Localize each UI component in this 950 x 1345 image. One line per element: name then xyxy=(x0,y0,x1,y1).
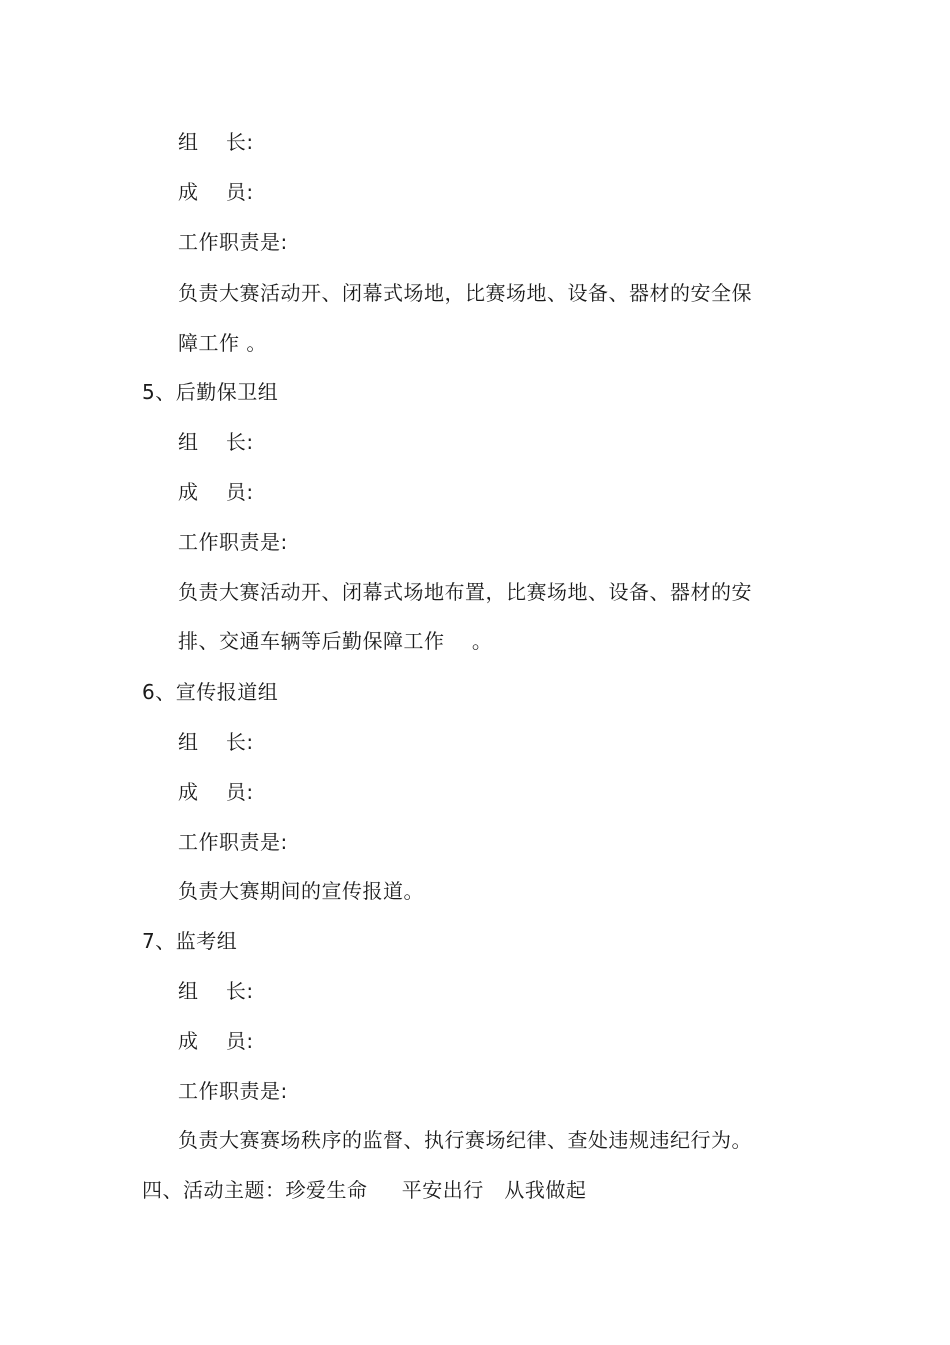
duties-label: 工作职责是: xyxy=(178,230,288,254)
duties-text: 负责大赛活动开、闭幕式场地布置，比赛场地、设备、器材的安 xyxy=(178,580,752,604)
team-members-label: 成 员: xyxy=(178,1029,254,1053)
duties-text: 排、交通车辆等后勤保障工作 。 xyxy=(178,629,493,653)
duties-text: 负责大赛活动开、闭幕式场地，比赛场地、设备、器材的安全保 xyxy=(178,281,752,305)
duties-label: 工作职责是: xyxy=(178,1079,288,1103)
team-leader-label: 组 长: xyxy=(178,730,254,754)
team-leader-label: 组 长: xyxy=(178,430,254,454)
team-members-label: 成 员: xyxy=(178,480,254,504)
section-heading-proctor: 7、监考组 xyxy=(142,929,238,953)
team-members-label: 成 员: xyxy=(178,180,254,204)
duties-label: 工作职责是: xyxy=(178,830,288,854)
section-heading-theme: 四、活动主题：珍爱生命 平安出行 从我做起 xyxy=(142,1178,587,1202)
duties-text: 障工作 。 xyxy=(178,331,267,355)
duties-text: 负责大赛赛场秩序的监督、执行赛场纪律、查处违规违纪行为。 xyxy=(178,1128,752,1152)
team-members-label: 成 员: xyxy=(178,780,254,804)
section-heading-logistics: 5、后勤保卫组 xyxy=(142,380,279,404)
section-heading-publicity: 6、宣传报道组 xyxy=(142,680,279,704)
duties-text: 负责大赛期间的宣传报道。 xyxy=(178,879,424,903)
team-leader-label: 组 长: xyxy=(178,130,254,154)
team-leader-label: 组 长: xyxy=(178,979,254,1003)
duties-label: 工作职责是: xyxy=(178,530,288,554)
